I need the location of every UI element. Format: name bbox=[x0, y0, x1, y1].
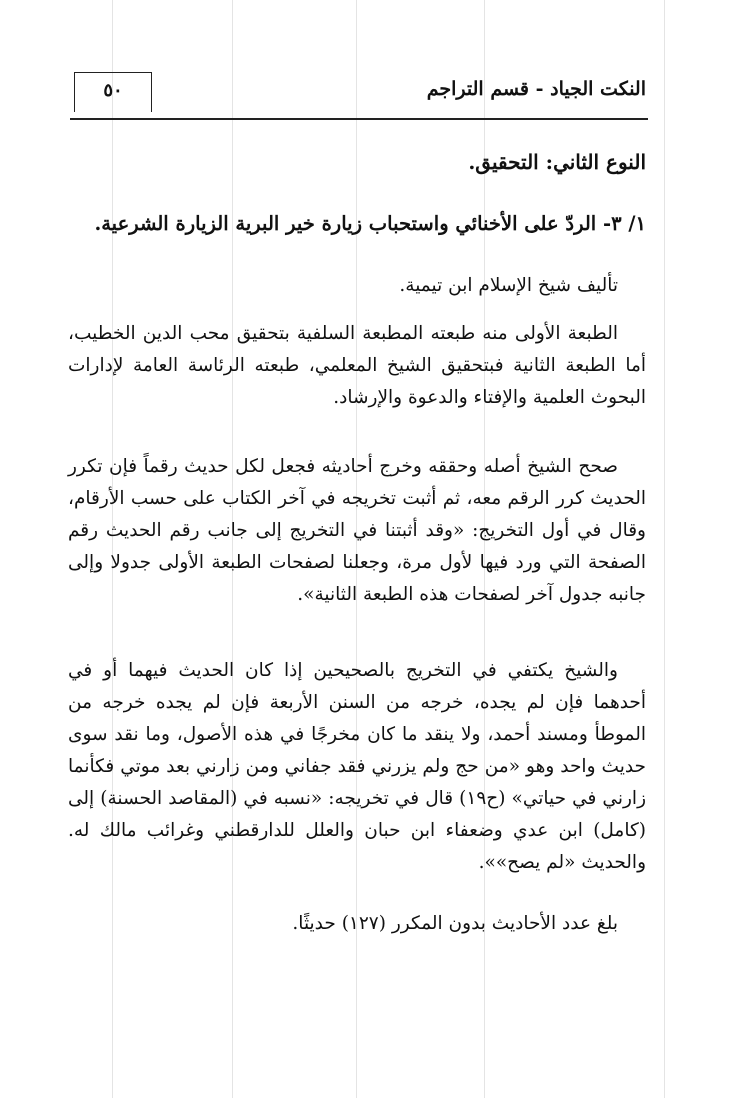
paragraph-verification: صحح الشيخ أصله وحققه وخرج أحاديثه فجعل لكل حديث رقماً فإن تكرر الحديث كرر الرقم معه، ثم أثبت تخريجه في آخر الكتاب على حسب الأرقام، وقال في أول التخريج: «وقد أثبتنا في التخريج إلى جانب رقم الحديث رقم الصفحة التي ورد فيها لأول مرة، وجعلنا لصفحات الطبعة الأولى جدولا وإلى جانبه جدول آخر لصفحات هذه الطبعة الثانية». bbox=[68, 456, 646, 605]
page-number-box bbox=[74, 72, 152, 112]
page-number: ٥٠ bbox=[103, 80, 123, 101]
closing-line: بلغ عدد الأحاديث بدون المكرر (١٢٧) حديثًا. bbox=[292, 913, 618, 934]
paragraph-editions: الطبعة الأولى منه طبعته المطبعة السلفية بتحقيق محب الدين الخطيب، أما الطبعة الثانية فبتحقيق الشيخ المعلمي، طبعته الرئاسة العامة لإدارات البحوث العلمية والإفتاء والدعوة والإرشاد. bbox=[68, 323, 646, 408]
paragraph-takhrij: والشيخ يكتفي في التخريج بالصحيحين إذا كان الحديث فيهما أو في أحدهما فإن لم يجده، خرجه من السنن الأربعة فإن لم يجده خرجه من الموطأ ومسند أحمد، ولا ينقد ما كان مخرجًا في هذه الأصول، وما نقد سوى حديث واحد وهو «من حج ولم يزرني فقد جفاني ومن زارني بعد موتي فكأنما زارني في حياتي» (ح١٩) قال في تخريجه: «نسبه في (المقاصد الحسنة) إلى (كامل) ابن عدي وضعفاء ابن حبان والعلل للدارقطني وغرائب مالك له. والحديث «لم يصح»». bbox=[68, 660, 647, 873]
book-heading: ١/ ٣- الردّ على الأخنائي واستحباب زيارة خير البرية الزيارة الشرعية. bbox=[94, 212, 646, 235]
author-line: تأليف شيخ الإسلام ابن تيمية. bbox=[399, 275, 618, 296]
running-header bbox=[70, 72, 648, 120]
running-title: النكت الجياد - قسم التراجم bbox=[426, 78, 646, 100]
scan-line bbox=[664, 0, 665, 1098]
section-heading: النوع الثاني: التحقيق. bbox=[468, 150, 646, 174]
